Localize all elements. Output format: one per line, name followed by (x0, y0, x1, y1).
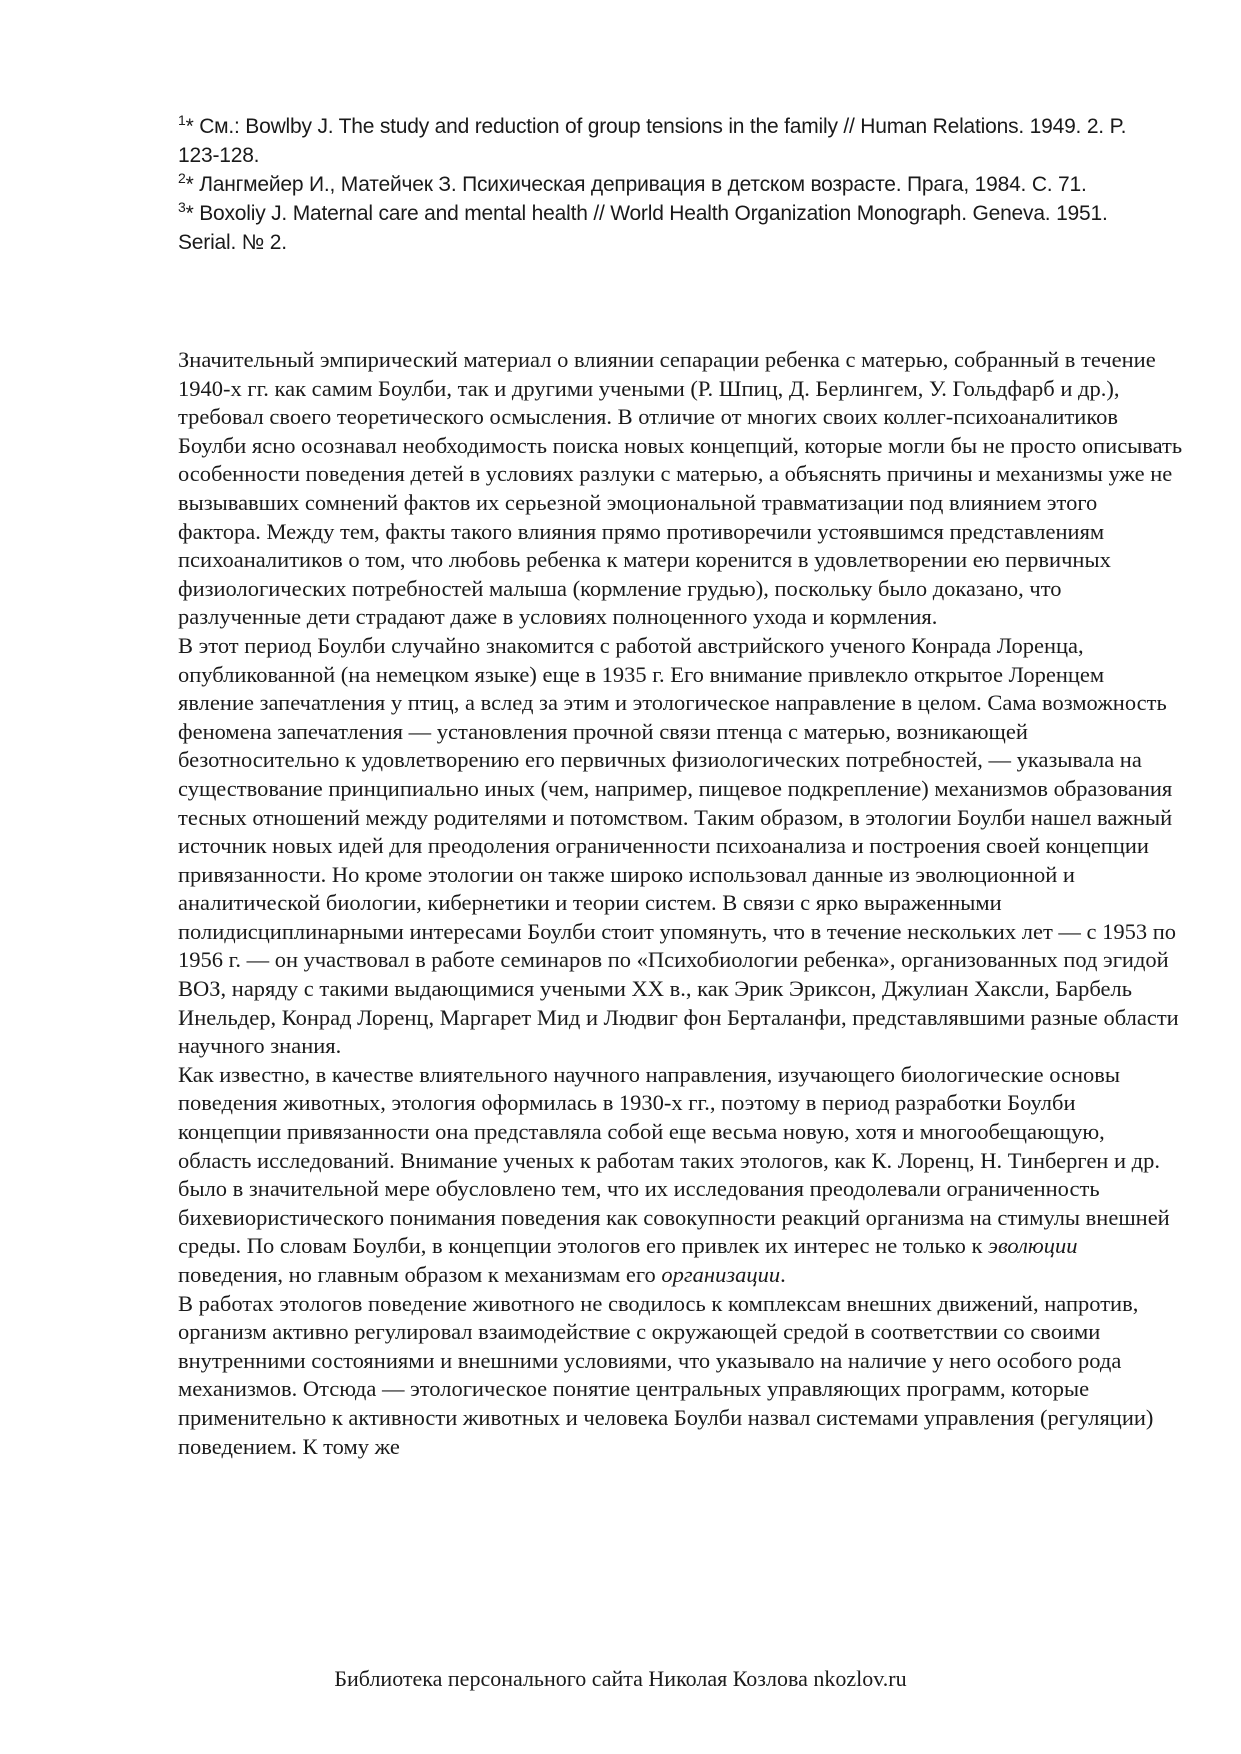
emphasis-organization: организации (661, 1262, 781, 1287)
footnote-3-mark: 3 (178, 199, 186, 215)
footnotes-block (178, 112, 1168, 257)
paragraph-1: Значительный эмпирический материал о влиянии сепарации ребенка с матерью, собранный в течение 1940-х гг. как самим Боулби, так и другими учеными (Р. Шпиц, Д. Берлингем, У. Гольдфарб и др.), требовал своего теоретического осмысления. В отличие от многих своих коллег-психоаналитиков Боулби ясно осознавал необходимость поиска новых концепций, которые могли бы не просто описывать особенности поведения детей в условиях разлуки с матерью, а объяснять причины и механизмы уже не вызывавших сомнений фактов их серьезной эмоциональной травматизации под влиянием этого фактора. Между тем, факты такого влияния прямо противоречили устоявшимся представлениям психоаналитиков о том, что любовь ребенка к матери коренится в удовлетворении ею первичных физиологических потребностей малыша (кормление грудью), поскольку было доказано, что разлученные дети страдают даже в условиях полноценного ухода и кормления. (178, 347, 1183, 630)
emphasis-evolution: эволюции (988, 1233, 1078, 1259)
main-text (178, 346, 1183, 1461)
footnote-2-mark: 2 (178, 170, 186, 186)
paragraph-3 (178, 1061, 1183, 1290)
page-footer: Библиотека персонального сайта Николая Козлова nkozlov.ru (334, 1666, 907, 1691)
paragraph-4: В работах этологов поведение животного не сводилось к комплексам внешних движений, напротив, организм активно регулировал взаимодействие с окружающей средой в соответствии со своими внутренними состояниями и внешними условиями, что указывало на наличие у него особого рода механизмов. Отсюда — этологическое понятие центральных управляющих программ, которые применительно к активности животных и человека Боулби назвал системами управления (регуляции) поведением. К тому же (178, 1290, 1154, 1459)
footnote-2 (178, 170, 1168, 199)
paragraph-3-middle: поведения, но главным образом к механизмам его (178, 1262, 662, 1287)
footnote-3 (178, 199, 1168, 257)
footnote-1 (178, 112, 1168, 170)
paragraph-3-end: . (780, 1262, 786, 1287)
footnote-2-text: * Лангмейер И., Матейчек З. Психическая депривация в детском возрасте. Прага, 1984. С. 71. (185, 173, 1087, 196)
footnote-1-text: * См.: Bowlby J. The study and reduction of group tensions in the family // Human Relations. 1949. 2. P. 123-128. (178, 115, 1127, 167)
footnote-3-text: * Boxoliy J. Maternal care and mental health // World Health Organization Monograph. Geneva. 1951. Serial. № 2. (178, 202, 1108, 254)
footnote-1-mark: 1 (178, 112, 186, 128)
paragraph-2: В этот период Боулби случайно знакомится с работой австрийского ученого Конрада Лоренца, опубликованной (на немецком языке) еще в 1935 г. Его внимание привлекло открытое Лоренцем явление запечатления у птиц, а вслед за этим и этологическое направление в целом. Сама возможность феномена запечатления — установления прочной связи птенца с матерью, возникающей безотносительно к удовлетворению его первичных физиологических потребностей, — указывала на существование принципиально иных (чем, например, пищевое подкрепление) механизмов образования тесных отношений между родителями и потомством. Таким образом, в этологии Боулби нашел важный источник новых идей для преодоления ограниченности психоанализа и построения своей концепции привязанности. Но кроме этологии он также широко использовал данные из эволюционной и аналитической биологии, кибернетики и теории систем. В связи с ярко выраженными полидисциплинарными интересами Боулби стоит упомянуть, что в течение нескольких лет — с 1953 по 1956 г. — он участвовал в работе семинаров по «Психобиологии ребенка», организованных под эгидой ВОЗ, наряду с такими выдающимися учеными XX в., как Эрик Эриксон, Джулиан Хаксли, Барбель Инельдер, Конрад Лоренц, Маргарет Мид и Людвиг фон Берталанфи, представлявшими разные области научного знания. (178, 632, 1179, 1059)
paragraph-3-start: Как известно, в качестве влиятельного научного направления, изучающего биологические основы поведения животных, этология оформилась в 1930-х гг., поэтому в период разработки Боулби концепции привязанности она представляла собой еще весьма новую, хотя и многообещающую, область исследований. Внимание ученых к работам таких этологов, как К. Лоренц, Н. Тинберген и др. было в значительной мере обусловлено тем, что их исследования преодолевали ограниченность бихевиористического понимания поведения как совокупности реакций организма на стимулы внешней среды. По словам Боулби, в концепции этологов его привлек их интерес не только к (178, 1061, 1170, 1259)
